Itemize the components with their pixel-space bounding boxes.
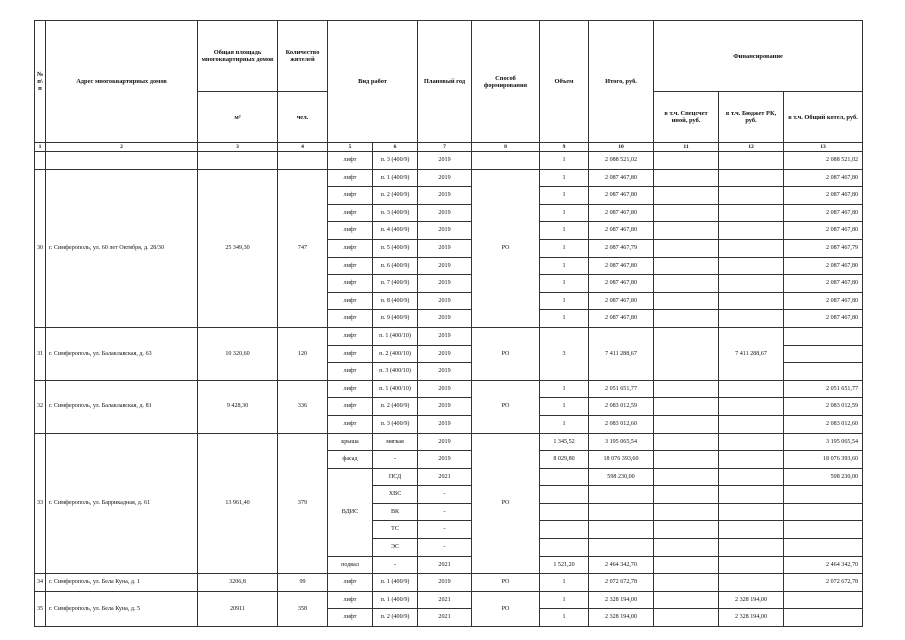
work-cell: крыша: [328, 433, 373, 451]
header-address: Адрес многоквартирных домов: [46, 21, 198, 143]
work-cell: лифт: [328, 380, 373, 398]
work-cell: лифт: [328, 152, 373, 170]
row-number: 30: [35, 169, 46, 327]
total-cell: 2 088 521,02: [589, 152, 654, 170]
residents-cell: 99: [278, 574, 328, 592]
header-year: Плановый год: [418, 21, 472, 143]
volume-cell: 8 029,80: [540, 451, 589, 469]
work-cell: лифт: [328, 398, 373, 416]
residents-cell: 747: [278, 169, 328, 327]
total-cell: 2 083 012,59: [589, 398, 654, 416]
pool-cell: 2 087 467,80: [784, 187, 863, 205]
year-cell: 2019: [418, 433, 472, 451]
col-num: 5: [328, 143, 373, 152]
year-cell: 2019: [418, 292, 472, 310]
total-cell: 2 087 467,80: [589, 187, 654, 205]
table-row: [35, 152, 863, 170]
detail-cell: ВК: [373, 503, 418, 521]
pool-cell: 2 088 521,02: [784, 152, 863, 170]
pool-cell: 3 195 065,54: [784, 433, 863, 451]
header-residents: Количество жителей: [278, 21, 328, 92]
detail-cell: п. 2 (400/9): [373, 187, 418, 205]
col-num: 7: [418, 143, 472, 152]
detail-cell: ХВС: [373, 486, 418, 504]
area-cell: 3206,8: [198, 574, 278, 592]
total-cell: 7 411 288,67: [589, 327, 654, 380]
work-cell: лифт: [328, 574, 373, 592]
detail-cell: п. 1 (400/9): [373, 574, 418, 592]
year-cell: 2019: [418, 345, 472, 363]
year-cell: 2019: [418, 152, 472, 170]
year-cell: -: [418, 539, 472, 557]
total-cell: 2 087 467,80: [589, 169, 654, 187]
work-cell: лифт: [328, 415, 373, 433]
year-cell: 2019: [418, 398, 472, 416]
work-cell: лифт: [328, 257, 373, 275]
volume-cell: 1: [540, 187, 589, 205]
year-cell: 2019: [418, 204, 472, 222]
method-cell: РО: [472, 327, 540, 380]
total-cell: 2 087 467,80: [589, 275, 654, 293]
detail-cell: п. 8 (400/9): [373, 292, 418, 310]
volume-cell: 3: [540, 327, 589, 380]
pool-cell: 598 230,00: [784, 468, 863, 486]
col-num: 10: [589, 143, 654, 152]
repair-plan-table: [34, 20, 863, 627]
pool-cell: 2 087 467,80: [784, 275, 863, 293]
total-cell: 598 230,00: [589, 468, 654, 486]
year-cell: 2019: [418, 574, 472, 592]
total-cell: 2 464 342,70: [589, 556, 654, 574]
column-number-row: [35, 143, 863, 152]
total-cell: 3 195 065,54: [589, 433, 654, 451]
year-cell: 2019: [418, 187, 472, 205]
year-cell: 2019: [418, 327, 472, 345]
pool-cell: 2 083 012,60: [784, 415, 863, 433]
detail-cell: п. 9 (400/9): [373, 310, 418, 328]
volume-cell: 1: [540, 222, 589, 240]
detail-cell: п. 1 (400/9): [373, 169, 418, 187]
detail-cell: п. 4 (400/9): [373, 222, 418, 240]
detail-cell: п. 1 (400/10): [373, 327, 418, 345]
col-num: 9: [540, 143, 589, 152]
table-row: [35, 169, 863, 187]
pool-cell: 2 087 467,80: [784, 292, 863, 310]
total-cell: 2 087 467,80: [589, 204, 654, 222]
total-cell: 2 051 651,77: [589, 380, 654, 398]
header-res-unit: чел.: [278, 92, 328, 143]
detail-cell: -: [373, 451, 418, 469]
detail-cell: ЭС: [373, 539, 418, 557]
work-cell: ВДИС: [328, 468, 373, 556]
area-cell: 10 320,60: [198, 327, 278, 380]
header-area: Общая площадь многоквартирных домов: [198, 21, 278, 92]
header-financing: Финансирование: [654, 21, 863, 92]
address-cell: г. Симферополь, ул. Балаклавская, д. 63: [46, 327, 198, 380]
header-volume: Объем: [540, 21, 589, 143]
header-work-type: Вид работ: [328, 21, 418, 143]
volume-cell: 1: [540, 169, 589, 187]
year-cell: 2019: [418, 451, 472, 469]
residents-cell: 120: [278, 327, 328, 380]
detail-cell: п. 1 (400/10): [373, 380, 418, 398]
total-cell: 18 076 393,60: [589, 451, 654, 469]
detail-cell: п. 2 (400/10): [373, 345, 418, 363]
work-cell: лифт: [328, 187, 373, 205]
document-page: [34, 20, 863, 627]
year-cell: 2021: [418, 468, 472, 486]
header-area-unit: м²: [198, 92, 278, 143]
total-cell: 2 328 194,00: [589, 609, 654, 627]
row-number: 33: [35, 433, 46, 574]
header-budget: в т.ч. Бюджет РК, руб.: [719, 92, 784, 143]
detail-cell: -: [373, 556, 418, 574]
detail-cell: ПСД: [373, 468, 418, 486]
header-pool: в т.ч. Общий котел, руб.: [784, 92, 863, 143]
address-cell: г. Симферополь, ул. Балаклавская, д. 81: [46, 380, 198, 433]
work-cell: лифт: [328, 363, 373, 381]
work-cell: лифт: [328, 591, 373, 609]
budget-cell: 2 328 194,00: [719, 591, 784, 609]
header-special: в т.ч. Спецсчет иной, руб.: [654, 92, 719, 143]
volume-cell: 1: [540, 310, 589, 328]
work-cell: лифт: [328, 222, 373, 240]
table-row: [35, 433, 863, 451]
table-row: [35, 574, 863, 592]
year-cell: 2019: [418, 380, 472, 398]
detail-cell: п. 6 (400/9): [373, 257, 418, 275]
pool-cell: 2 087 467,79: [784, 239, 863, 257]
work-cell: лифт: [328, 310, 373, 328]
col-num: 2: [46, 143, 198, 152]
volume-cell: 1: [540, 415, 589, 433]
row-number: 31: [35, 327, 46, 380]
col-num: 13: [784, 143, 863, 152]
method-cell: РО: [472, 574, 540, 592]
address-cell: г. Симферополь, ул. Баррикадная, д. 61: [46, 433, 198, 574]
col-num: 4: [278, 143, 328, 152]
col-num: 3: [198, 143, 278, 152]
year-cell: 2021: [418, 591, 472, 609]
volume-cell: 1: [540, 398, 589, 416]
pool-cell: 2 087 467,80: [784, 222, 863, 240]
volume-cell: 1: [540, 292, 589, 310]
volume-cell: 1: [540, 275, 589, 293]
detail-cell: ТС: [373, 521, 418, 539]
total-cell: 2 072 672,78: [589, 574, 654, 592]
table-row: [35, 591, 863, 609]
work-cell: фасад: [328, 451, 373, 469]
work-cell: лифт: [328, 327, 373, 345]
header-total: Итого, руб.: [589, 21, 654, 143]
row-number: 34: [35, 574, 46, 592]
method-cell: РО: [472, 169, 540, 327]
area-cell: 9 428,30: [198, 380, 278, 433]
pool-cell: 2 087 467,80: [784, 169, 863, 187]
detail-cell: п. 7 (400/9): [373, 275, 418, 293]
work-cell: лифт: [328, 275, 373, 293]
total-cell: 2 328 194,00: [589, 591, 654, 609]
year-cell: 2019: [418, 363, 472, 381]
work-cell: подвал: [328, 556, 373, 574]
year-cell: 2019: [418, 257, 472, 275]
detail-cell: п. 1 (400/9): [373, 591, 418, 609]
total-cell: 2 087 467,80: [589, 257, 654, 275]
method-cell: РО: [472, 591, 540, 626]
header-num: № п\ п: [35, 21, 46, 143]
row-number: 35: [35, 591, 46, 626]
work-cell: лифт: [328, 239, 373, 257]
col-num: 8: [472, 143, 540, 152]
year-cell: 2019: [418, 415, 472, 433]
col-num: 1: [35, 143, 46, 152]
year-cell: -: [418, 486, 472, 504]
volume-cell: 1: [540, 257, 589, 275]
table-row: [35, 380, 863, 398]
detail-cell: п. 3 (400/9): [373, 152, 418, 170]
pool-cell: 2 087 467,80: [784, 257, 863, 275]
volume-cell: 1 345,52: [540, 433, 589, 451]
area-cell: 13 961,40: [198, 433, 278, 574]
pool-cell: 2 051 651,77: [784, 380, 863, 398]
detail-cell: п. 5 (400/9): [373, 239, 418, 257]
year-cell: 2019: [418, 239, 472, 257]
detail-cell: п. 3 (400/9): [373, 415, 418, 433]
budget-cell: 7 411 288,67: [719, 327, 784, 380]
year-cell: 2021: [418, 609, 472, 627]
header-method: Способ формирования: [472, 21, 540, 143]
area-cell: 20911: [198, 591, 278, 626]
total-cell: 2 087 467,80: [589, 292, 654, 310]
address-cell: г. Симферополь, ул. Бела Куна, д. 5: [46, 591, 198, 626]
volume-cell: 1: [540, 591, 589, 609]
volume-cell: 1: [540, 380, 589, 398]
work-cell: лифт: [328, 609, 373, 627]
pool-cell: 2 072 672,78: [784, 574, 863, 592]
detail-cell: п. 3 (400/9): [373, 204, 418, 222]
address-cell: г. Симферополь, ул. Бела Куна, д. 1: [46, 574, 198, 592]
budget-cell: 2 328 194,00: [719, 609, 784, 627]
table-row: [35, 327, 863, 345]
address-cell: г. Симферополь, ул. 60 лет Октября, д. 28/30: [46, 169, 198, 327]
pool-cell: 2 087 467,80: [784, 310, 863, 328]
total-cell: 2 083 012,60: [589, 415, 654, 433]
detail-cell: п. 2 (400/9): [373, 398, 418, 416]
work-cell: лифт: [328, 345, 373, 363]
detail-cell: мягкая: [373, 433, 418, 451]
detail-cell: п. 2 (400/9): [373, 609, 418, 627]
row-number: 32: [35, 380, 46, 433]
volume-cell: 1: [540, 239, 589, 257]
area-cell: 25 349,30: [198, 169, 278, 327]
col-num: 11: [654, 143, 719, 152]
volume-cell: 1: [540, 204, 589, 222]
pool-cell: 2 464 342,70: [784, 556, 863, 574]
volume-cell: 1: [540, 152, 589, 170]
total-cell: 2 087 467,79: [589, 239, 654, 257]
total-cell: 2 087 467,80: [589, 310, 654, 328]
year-cell: 2019: [418, 169, 472, 187]
year-cell: 2019: [418, 310, 472, 328]
volume-cell: 1 521,20: [540, 556, 589, 574]
work-cell: лифт: [328, 292, 373, 310]
pool-cell: 2 083 012,59: [784, 398, 863, 416]
volume-cell: 1: [540, 574, 589, 592]
method-cell: РО: [472, 433, 540, 574]
pool-cell: 18 076 393,60: [784, 451, 863, 469]
method-cell: РО: [472, 380, 540, 433]
pool-cell: 2 087 467,80: [784, 204, 863, 222]
work-cell: лифт: [328, 169, 373, 187]
year-cell: 2019: [418, 275, 472, 293]
col-num: 6: [373, 143, 418, 152]
header-row: [35, 21, 863, 92]
total-cell: 2 087 467,80: [589, 222, 654, 240]
residents-cell: 358: [278, 591, 328, 626]
volume-cell: 1: [540, 609, 589, 627]
detail-cell: п. 3 (400/10): [373, 363, 418, 381]
year-cell: 2019: [418, 222, 472, 240]
year-cell: -: [418, 521, 472, 539]
work-cell: лифт: [328, 204, 373, 222]
col-num: 12: [719, 143, 784, 152]
residents-cell: 379: [278, 433, 328, 574]
year-cell: 2021: [418, 556, 472, 574]
residents-cell: 336: [278, 380, 328, 433]
year-cell: -: [418, 503, 472, 521]
